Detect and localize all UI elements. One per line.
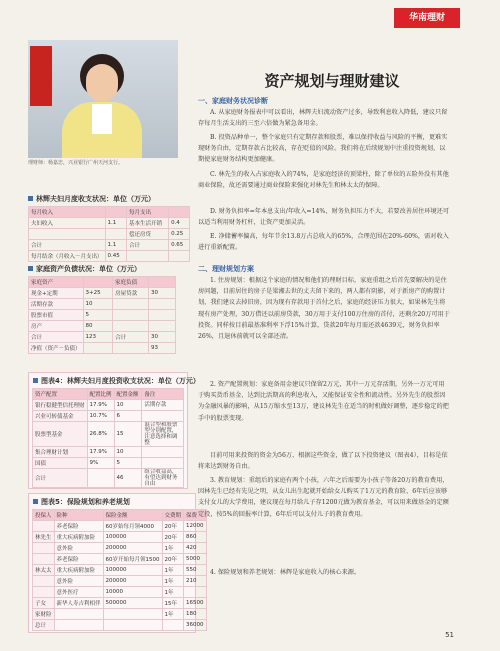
table-cell: 集合理财计划 [33, 447, 88, 458]
table-cell [113, 299, 149, 310]
table-cell: 500000 [103, 598, 162, 609]
paragraph-e: E. 净储蓄率偏高，每年节余13.8万占总收入的65%，合理范围在20%-60%，需对收入进行重新配置。 [198, 233, 449, 252]
table-cell: 每月结余（月收入－月支出） [29, 251, 106, 262]
section2-heading: 二、理财规划方案 [198, 265, 254, 273]
table2-title: 家庭资产负债状况：单位（万元） [28, 264, 141, 274]
table-cell: 兴业可转债基金 [33, 411, 88, 422]
table-cell: 20年 [162, 532, 184, 543]
table-cell: 偿还房贷 [127, 229, 169, 240]
table-cell: 5000 [184, 554, 207, 565]
table-row [29, 288, 176, 299]
advisor-photo [28, 40, 178, 158]
table-row [29, 343, 176, 354]
table-cell: 860 [184, 532, 207, 543]
header-cell: 家庭负债 [113, 277, 149, 288]
table-cell: 1年 [162, 587, 184, 598]
header-cell: 险种 [54, 510, 103, 521]
table-cell: 养老保险 [54, 521, 103, 532]
section1-heading: 一、家庭财务状况诊断 [198, 97, 268, 105]
header-cell: 每月收入 [29, 207, 106, 218]
table-cell: 银行稳健型信托理财 [33, 400, 88, 411]
table-header-row [29, 277, 176, 288]
table-cell: 房屋贷款 [113, 288, 149, 299]
table-row [29, 251, 190, 262]
table-cell [33, 587, 55, 598]
table-cell: 房产 [29, 321, 84, 332]
table-cell: 10 [114, 447, 142, 458]
table-cell: 60岁开始每月领1500 [103, 554, 162, 565]
table-cell: 新华人寿吉利相伴 [54, 598, 103, 609]
table-cell: 1.1 [105, 218, 127, 229]
table-row [29, 240, 190, 251]
table-cell: 活期存款 [142, 400, 184, 411]
table-cell: 意外险 [54, 576, 103, 587]
table-cell [33, 521, 55, 532]
table-cell: 现金+定期 [29, 288, 84, 299]
table4-title: 图表5：保险规划和养老规划 [33, 497, 130, 507]
header-cell: 保费 [184, 510, 207, 521]
table-cell: 意外险 [54, 543, 103, 554]
table-cell: 养老保险 [54, 554, 103, 565]
paragraph-4: 4. 保险规划和养老规划：林辉是家庭收入的核心来源。 [210, 569, 361, 576]
table-cell: 意外医疗 [54, 587, 103, 598]
table-cell [103, 620, 162, 631]
table-cell [142, 411, 184, 422]
table-cell: 净值（资产－负债） [29, 343, 84, 354]
table-cell [33, 554, 55, 565]
table-row [33, 447, 184, 458]
table-header-row [29, 207, 190, 218]
table-cell [87, 469, 114, 488]
table-row [33, 532, 207, 543]
table-cell: 60岁始每月领4000 [103, 521, 162, 532]
table-cell: 100000 [103, 565, 162, 576]
table1-title: 林辉夫妇月度收支状况：单位（万元） [28, 194, 155, 204]
table-cell: 国债 [33, 458, 88, 469]
table-cell: 混合型和股票型分别配置，注意选择和调整 [142, 422, 184, 447]
header-cell [83, 277, 113, 288]
table-cell: 15年 [162, 598, 184, 609]
table-cell [54, 609, 103, 620]
table-cell: 合计 [113, 332, 149, 343]
table-cell [127, 251, 169, 262]
header-cell: 家庭资产 [29, 277, 84, 288]
table-cell: 36000 [184, 620, 207, 631]
table-cell [184, 587, 207, 598]
table-cell [113, 321, 149, 332]
table-row [33, 576, 207, 587]
table-row [33, 620, 207, 631]
table-row [33, 609, 207, 620]
header-cell: 资产配置 [33, 389, 88, 400]
table-cell: 子女 [33, 598, 55, 609]
table-row [33, 587, 207, 598]
paragraph-a: A. 从家庭财务报表中可以看出，林辉夫妇流动资产过多，导致利息收入降低，建议只留存每月生活支出的三至六倍做为紧急备用金。 [198, 109, 448, 128]
insurance-table [32, 509, 207, 631]
table-row [33, 565, 207, 576]
table-row [33, 411, 184, 422]
table-cell: 1年 [162, 576, 184, 587]
table-cell: 0.4 [169, 218, 190, 229]
table-cell [148, 299, 175, 310]
table-cell [105, 229, 127, 240]
header-cell: 每月支出 [127, 207, 169, 218]
table-row [29, 229, 190, 240]
table3-title: 图表4：林辉夫妇月度投资收支状况：单位（万元） [33, 376, 200, 386]
table-row [29, 299, 176, 310]
table-row [33, 400, 184, 411]
table-cell: 20年 [162, 554, 184, 565]
table-cell [33, 576, 55, 587]
table-cell: 9% [87, 458, 114, 469]
table-row [29, 310, 176, 321]
table-cell [162, 620, 184, 631]
header-cell [105, 207, 127, 218]
header-cell: 配置金额 [114, 389, 142, 400]
table-cell: 股票型基金 [33, 422, 88, 447]
header-cell: 配置比例 [87, 389, 114, 400]
table-cell: 林先生 [33, 532, 55, 543]
header-cell [169, 207, 190, 218]
table-cell: 123 [83, 332, 113, 343]
table-cell: 合计 [33, 469, 88, 488]
table-cell: 0.25 [169, 229, 190, 240]
table-cell [142, 447, 184, 458]
table-cell: 重大疾病附加险 [54, 565, 103, 576]
header-cell: 备注 [142, 389, 184, 400]
table-cell: 5 [83, 310, 113, 321]
table-cell: 30 [148, 332, 175, 343]
table-cell: 200000 [103, 576, 162, 587]
table-cell: 30 [148, 288, 175, 299]
table-cell: 0.45 [105, 251, 127, 262]
header-cell: 交费期 [162, 510, 184, 521]
table-cell: 46 [114, 469, 142, 488]
table-cell: 1年 [162, 565, 184, 576]
table-cell: 100000 [103, 532, 162, 543]
table-row [29, 218, 190, 229]
table-cell: 10000 [103, 587, 162, 598]
table-cell: 210 [184, 576, 207, 587]
table-header-row [33, 510, 207, 521]
table-cell: 550 [184, 565, 207, 576]
table-cell: 合计 [127, 240, 169, 251]
table-cell: 6 [114, 411, 142, 422]
table-cell [142, 458, 184, 469]
balance-sheet-table [28, 276, 176, 354]
photo-caption: 理财师：杨嘉忠，兴业银行广州天河支行。 [28, 160, 124, 166]
table-cell: 股票市值 [29, 310, 84, 321]
table-cell [148, 321, 175, 332]
monthly-income-table [28, 206, 190, 262]
table-cell: 12000 [184, 521, 207, 532]
page-number: 51 [445, 631, 454, 639]
paragraph-3: 3. 教育规划：重组后的家庭有两个小孩，六年之后需要为小孩子等备20万的教育费用，因林先生已经有先见之明，从女儿出生起就开始给女儿购买了1万元的教育险，6年后应该够支付女儿的大学费用，建议现在每月给儿子存1200元做为教育基金，可以用来做基金的定额定投，按5%的回报率计算，6年后可以支付儿子的教育费用。 [198, 477, 449, 518]
header-cell: 投保人 [33, 510, 55, 521]
table-cell: 200000 [103, 543, 162, 554]
paragraph-b: B. 投资品种单一，整个家庭只有定期存款和股票，难以保持收益与风险的平衡，更难实现财务自由，定期存款占比较高，存在贬值的风险。我们将在后续规划中注重投资规划，以期使家庭财务结构更加健康。 [198, 134, 448, 164]
table-cell: 重大疾病附加险 [54, 532, 103, 543]
article-title: 资产规划与理财建议 [264, 72, 400, 90]
table-cell: 420 [184, 543, 207, 554]
table-row [29, 321, 176, 332]
table-cell: 15 [114, 422, 142, 447]
table-cell: 20年 [162, 521, 184, 532]
table-header-row [33, 389, 184, 400]
table-cell: 80 [83, 321, 113, 332]
table-cell [148, 310, 175, 321]
table-cell [29, 229, 106, 240]
table-cell: 17.9% [87, 400, 114, 411]
table-row [33, 598, 207, 609]
header-cell: 保险金额 [103, 510, 162, 521]
table-row [29, 332, 176, 343]
table-cell [83, 343, 113, 354]
paragraph-2: 2. 资产配置规划：家庭备用金建议只保留2万元，其中一万元存活期，另外一万元可用于购买货币基金，达到比活期高的利息收入，又能保证安全性和流动性。另外先生的股票因为金融风暴的影响，从15万缩水至13万，建议林先生在适当的时机做好调整，逐步稳定的把手中的股票变现。 [198, 381, 449, 422]
table-cell: 180 [184, 609, 207, 620]
table-cell: 0.65 [169, 240, 190, 251]
table-cell [113, 343, 149, 354]
table-cell: 10.7% [87, 411, 114, 422]
table-row [33, 543, 207, 554]
table-cell: 93 [148, 343, 175, 354]
table-cell [103, 609, 162, 620]
table-cell: 16500 [184, 598, 207, 609]
table-cell: 合计 [29, 240, 106, 251]
table-cell: 1.1 [105, 240, 127, 251]
table-cell: 1年 [162, 609, 184, 620]
paragraph-c: C. 林先生的收入占家庭收入的74%，是家庭经济的顶梁柱，除了单位的五险外没有其他商业保险，故还需要通过商业保险来强化对林先生和林太太的保障。 [198, 171, 449, 190]
table-row [33, 458, 184, 469]
table-cell: 组合收益高，有望达到财务自由 [142, 469, 184, 488]
table-cell: 活期存款 [29, 299, 84, 310]
table-row [33, 469, 184, 488]
table-cell [169, 251, 190, 262]
table-cell: 1年 [162, 543, 184, 554]
table-cell [33, 543, 55, 554]
table-cell: 3+25 [83, 288, 113, 299]
table-cell: 家财险 [33, 609, 55, 620]
table-row [33, 554, 207, 565]
table-row [33, 422, 184, 447]
paragraph-d: D. 财务负担率=年本息支出/年收入=14%，财务负担压力不大，若要改善居住环境还可以适当利用财务杠杆，让资产更加灵活。 [198, 208, 450, 227]
table-cell: 5 [114, 458, 142, 469]
table-cell [54, 620, 103, 631]
table-cell: 合计 [29, 332, 84, 343]
table-cell: 10 [114, 400, 142, 411]
table-cell: 17.9% [87, 447, 114, 458]
table-cell: 10 [83, 299, 113, 310]
table-cell: 夫妇收入 [29, 218, 106, 229]
table-cell: 26.8% [87, 422, 114, 447]
brand-badge: 华南理财 [394, 8, 460, 28]
table-cell: 林太太 [33, 565, 55, 576]
table-cell [113, 310, 149, 321]
paragraph-2b: 目前可用来投资的资金为56万，根据这些资金，做了以下投资建议（图表4），目标是依将来达到财务自由。 [198, 452, 448, 471]
table-cell: 总计 [33, 620, 55, 631]
paragraph-1: 1. 住房规划：根据这个家庭的情况和他们的理财目标，家庭重组之后首先要解决的是住房问题，目前居住的房子是梁湘去世的丈夫留下来的，两人都有阴影，对于新房产的购置计划，我们建议去掉旧房，因为现有存款用于首付之后，家庭的经济压力很大，如果林先生将现有房产处理，30万借还以前房贷款，30万用于支付100万住房的首付，还剩余20万可用于投资。同样按目前最基准利率下浮15%计算，贷款20年每月需还款4639元，财务负担率26%，且退休前就可以全部还清。 [198, 277, 450, 341]
investment-table [32, 388, 184, 488]
header-cell [148, 277, 175, 288]
table-cell: 基本生活开销 [127, 218, 169, 229]
table-row [33, 521, 207, 532]
